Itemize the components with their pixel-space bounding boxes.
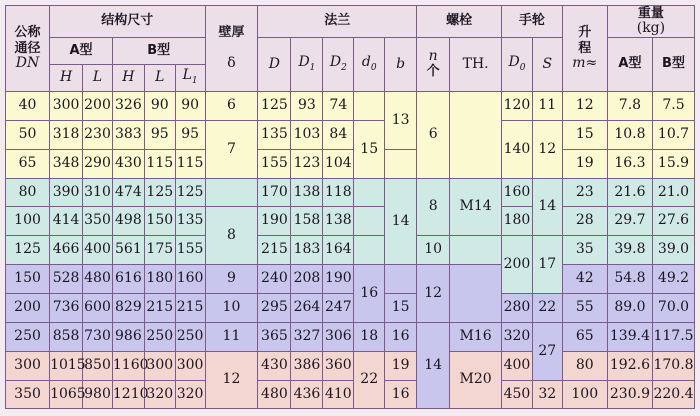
header-hd0: $D_0$ <box>502 37 533 91</box>
table-row: 125 466 400 561 175 155 215 183 164 10 200 17 35 39.8 39.0 <box>6 235 695 264</box>
d0-cell <box>354 91 385 120</box>
table-row: 250 858 730 986 250 250 11 365 327 306 18 16 14 M16 320 27 65 139.4 117.5 <box>6 322 695 351</box>
header-weight-a: A型 <box>607 37 652 91</box>
header-d0: $d_0$ <box>354 37 385 91</box>
s-cell: 17 <box>532 235 562 293</box>
b-cell <box>385 149 417 178</box>
header-wall: 壁厚 δ <box>205 6 258 92</box>
table-row: 100 414 350 498 150 135 8 190 158 138 180 28 29.7 27.6 <box>6 206 695 235</box>
header-structure: 结构尺寸 <box>50 6 205 38</box>
header-flange: 法兰 <box>258 6 417 38</box>
b-cell <box>385 264 417 293</box>
header-th: TH. <box>450 37 502 91</box>
s-cell: 27 <box>532 322 562 380</box>
valve-dimension-table <box>5 5 695 409</box>
n-cell: 10 <box>417 235 450 264</box>
hd0-cell: 140 <box>502 120 533 178</box>
header-s: S <box>532 37 562 91</box>
table-row: 50 318 230 383 95 95 7 135 103 84 15 140 12 15 10.8 10.7 <box>6 120 695 149</box>
th-cell <box>450 91 502 178</box>
wall-cell: 11 <box>205 322 258 351</box>
s-cell: 12 <box>532 120 562 178</box>
header-lift: 升 程 m≈ <box>562 6 607 92</box>
d0-cell <box>354 206 385 235</box>
table-row: 350 1065 980 1210 320 320 480 436 410 16 450 32 100 230.9 220.4 <box>6 380 695 408</box>
d0-cell <box>354 178 385 206</box>
header-bolt: 螺栓 <box>417 6 502 38</box>
th-cell: M16 <box>450 322 502 351</box>
b-cell: 15 <box>385 293 417 322</box>
wall-cell: 9 <box>205 264 258 293</box>
b-cell: 13 <box>385 91 417 149</box>
header-d2: $D_2$ <box>323 37 354 91</box>
n-cell: 14 <box>417 322 450 408</box>
s-cell: 14 <box>532 178 562 235</box>
d0-cell <box>354 235 385 264</box>
wall-cell: 10 <box>205 293 258 322</box>
header-weight-b: B型 <box>653 37 695 91</box>
table-row: 300 1015 850 1160 300 300 12 430 386 360 22 19 M20 400 80 192.6 170.8 <box>6 351 695 380</box>
header-a-type: A型 <box>50 37 113 64</box>
table-row: 40 300 200 326 90 90 6 125 93 74 13 6 120 11 12 7.8 7.5 <box>6 91 695 120</box>
wall-cell: 12 <box>205 351 258 408</box>
header-a-h: H <box>50 64 83 91</box>
b-cell: 16 <box>385 380 417 408</box>
hd0-cell: 200 <box>502 235 533 293</box>
d0-cell: 16 <box>354 264 385 322</box>
header-b-l1: $L_1$ <box>175 64 205 91</box>
d0-cell: 15 <box>354 120 385 178</box>
wall-cell: 7 <box>205 120 258 178</box>
header-weight: 重量 (kg) <box>607 6 694 38</box>
th-cell <box>450 235 502 264</box>
b-cell: 14 <box>385 178 417 264</box>
header-dn: 公称 通径 DN <box>6 6 50 92</box>
header-b-type: B型 <box>112 37 205 64</box>
n-cell: 8 <box>417 178 450 235</box>
th-cell: M14 <box>450 178 502 235</box>
header-d1: $D_1$ <box>291 37 323 91</box>
table-row: 80 390 310 474 125 125 170 138 118 14 8 M14 160 14 23 21.6 21.0 <box>6 178 695 206</box>
header-b-l: L <box>144 64 175 91</box>
header-b-h: H <box>112 64 144 91</box>
d0-cell: 18 <box>354 322 385 351</box>
b-cell: 19 <box>385 351 417 380</box>
header-a-l: L <box>83 64 113 91</box>
n-cell: 12 <box>417 264 450 322</box>
table-row: 65 348 290 430 115 115 155 123 104 19 16.3 15.9 <box>6 149 695 178</box>
table-row: 150 528 480 616 180 160 9 240 208 190 16 12 42 54.8 49.2 <box>6 264 695 293</box>
th-cell: M20 <box>450 351 502 408</box>
header-handwheel: 手轮 <box>502 6 563 38</box>
header-n: n 个 <box>417 37 450 91</box>
header-d: D <box>258 37 291 91</box>
table-row: 200 736 600 829 215 215 10 295 264 247 15 280 22 55 89.0 70.0 <box>6 293 695 322</box>
b-cell: 16 <box>385 322 417 351</box>
wall-cell: 8 <box>205 206 258 264</box>
n-cell: 6 <box>417 91 450 178</box>
th-cell <box>450 264 502 322</box>
header-b: b <box>385 37 417 91</box>
wall-cell <box>205 178 258 206</box>
d0-cell: 22 <box>354 351 385 408</box>
wall-cell: 6 <box>205 91 258 120</box>
